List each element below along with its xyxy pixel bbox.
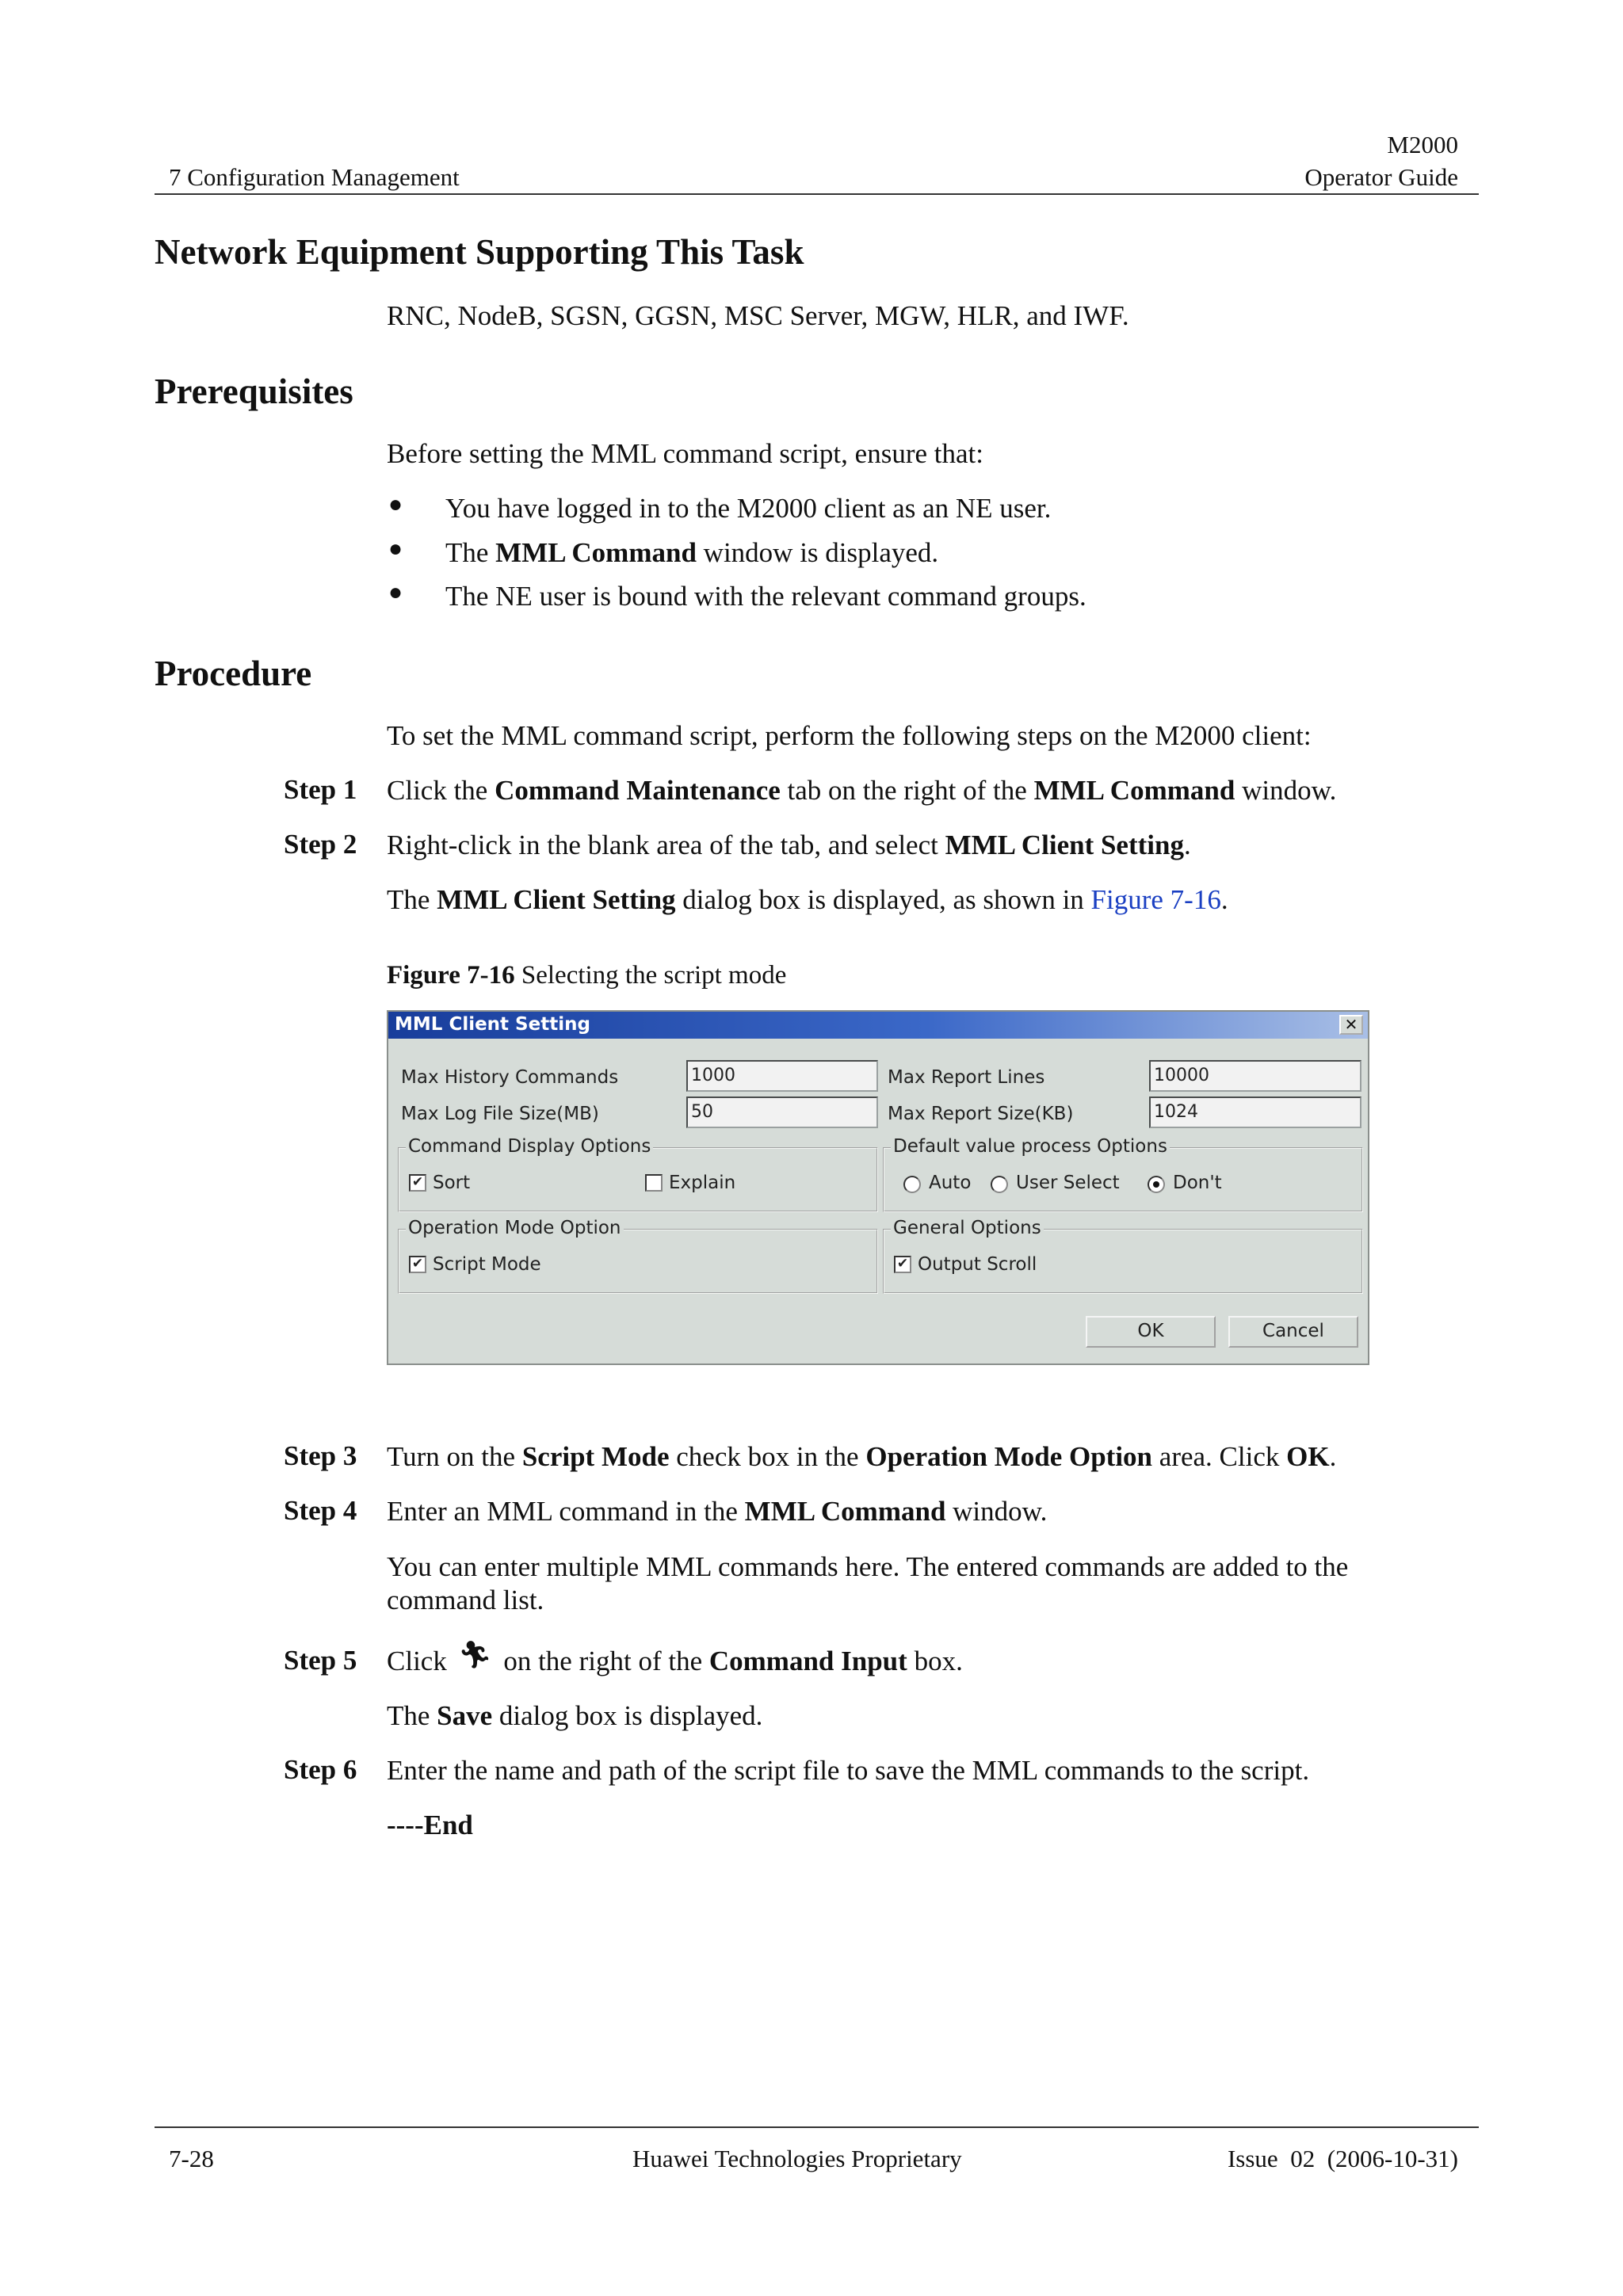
equipment-text: RNC, NodeB, SGSN, GGSN, MSC Server, MGW, HLR, and IWF. bbox=[387, 300, 1129, 331]
step-label: Step 1 bbox=[284, 774, 357, 805]
max-history-label: Max History Commands bbox=[401, 1067, 619, 1088]
cancel-button[interactable]: Cancel bbox=[1228, 1316, 1358, 1348]
script-mode-checkbox[interactable]: ✔ bbox=[409, 1256, 426, 1273]
explain-checkbox[interactable] bbox=[645, 1174, 663, 1192]
header-chapter: 7 Configuration Management bbox=[169, 163, 460, 191]
bullet-icon: ● bbox=[388, 491, 403, 517]
general-options-title: General Options bbox=[891, 1218, 1044, 1238]
run-script-icon: 🏃︎ bbox=[457, 1639, 493, 1671]
step-note: The Save dialog box is displayed. bbox=[387, 1700, 763, 1731]
user-select-label: User Select bbox=[1016, 1173, 1120, 1193]
close-icon[interactable]: ✕ bbox=[1339, 1015, 1363, 1035]
procedure-intro: To set the MML command script, perform the following steps on the M2000 client: bbox=[387, 720, 1312, 751]
max-report-size-label: Max Report Size(KB) bbox=[888, 1104, 1074, 1124]
sort-checkbox[interactable]: ✔ bbox=[409, 1174, 426, 1192]
auto-radio[interactable] bbox=[903, 1176, 921, 1193]
dialog-titlebar bbox=[388, 1012, 1368, 1039]
header-rule bbox=[155, 193, 1479, 195]
dont-radio[interactable] bbox=[1148, 1176, 1165, 1193]
prereq-bullet: You have logged in to the M2000 client as an NE user. bbox=[445, 493, 1052, 524]
command-display-group bbox=[398, 1136, 878, 1212]
step-label: Step 4 bbox=[284, 1495, 357, 1526]
max-report-size-input[interactable]: 1024 bbox=[1149, 1097, 1361, 1128]
max-log-label: Max Log File Size(MB) bbox=[401, 1104, 599, 1124]
output-scroll-checkbox[interactable]: ✔ bbox=[894, 1256, 911, 1273]
mml-client-setting-dialog bbox=[387, 1010, 1369, 1365]
general-options-group bbox=[883, 1218, 1363, 1294]
footer-issue: Issue 02 (2006-10-31) bbox=[1227, 2145, 1458, 2172]
section-prereq-title: Prerequisites bbox=[155, 372, 353, 411]
dont-label: Don't bbox=[1173, 1173, 1222, 1193]
max-history-input[interactable]: 1000 bbox=[686, 1060, 878, 1092]
step-text: Right-click in the blank area of the tab, and select MML Client Setting. bbox=[387, 830, 1191, 860]
sort-label: Sort bbox=[433, 1173, 471, 1193]
prereq-bullet: The NE user is bound with the relevant command groups. bbox=[445, 581, 1086, 612]
step-label: Step 6 bbox=[284, 1754, 357, 1785]
footer-center: Huawei Technologies Proprietary bbox=[632, 2145, 962, 2172]
header-doc: Operator Guide bbox=[1304, 163, 1458, 191]
operation-mode-title: Operation Mode Option bbox=[406, 1218, 624, 1238]
output-scroll-label: Output Scroll bbox=[918, 1254, 1037, 1275]
step-text: Enter the name and path of the script file to save the MML commands to the script. bbox=[387, 1755, 1310, 1786]
prereq-bullet: The MML Command window is displayed. bbox=[445, 537, 939, 568]
max-log-input[interactable]: 50 bbox=[686, 1097, 878, 1128]
section-equipment-title: Network Equipment Supporting This Task bbox=[155, 232, 804, 272]
step-label: Step 2 bbox=[284, 829, 357, 860]
section-procedure-title: Procedure bbox=[155, 654, 312, 693]
figure-caption: Figure 7-16 Selecting the script mode bbox=[387, 961, 787, 990]
max-report-lines-input[interactable]: 10000 bbox=[1149, 1060, 1361, 1092]
step-text: Click 🏃︎ on the right of the Command Input box. bbox=[387, 1639, 963, 1676]
step-note: You can enter multiple MML commands here. The entered commands are added to the command list. bbox=[387, 1551, 1349, 1615]
header-product: M2000 bbox=[1387, 131, 1458, 158]
explain-label: Explain bbox=[669, 1173, 736, 1193]
step-label: Step 3 bbox=[284, 1440, 357, 1471]
step-label: Step 5 bbox=[284, 1645, 357, 1676]
auto-label: Auto bbox=[929, 1173, 972, 1193]
step-text: Enter an MML command in the MML Command window. bbox=[387, 1496, 1048, 1527]
command-display-title: Command Display Options bbox=[406, 1136, 653, 1157]
ok-button[interactable]: OK bbox=[1086, 1316, 1216, 1348]
default-value-title: Default value process Options bbox=[891, 1136, 1170, 1157]
figure-link[interactable]: Figure 7-16 bbox=[1090, 884, 1221, 915]
footer-page: 7-28 bbox=[169, 2145, 214, 2172]
step-text: Turn on the Script Mode check box in the Operation Mode Option area. Click OK. bbox=[387, 1441, 1337, 1472]
default-value-group bbox=[883, 1136, 1363, 1212]
operation-mode-group bbox=[398, 1218, 878, 1294]
prereq-intro: Before setting the MML command script, ensure that: bbox=[387, 438, 983, 469]
user-select-radio[interactable] bbox=[991, 1176, 1008, 1193]
footer-rule bbox=[155, 2126, 1479, 2128]
script-mode-label: Script Mode bbox=[433, 1254, 541, 1275]
bullet-icon: ● bbox=[388, 579, 403, 605]
bullet-icon: ● bbox=[388, 536, 403, 562]
step-text: Click the Command Maintenance tab on the right of the MML Command window. bbox=[387, 775, 1337, 806]
max-report-lines-label: Max Report Lines bbox=[888, 1067, 1045, 1088]
end-marker: ----End bbox=[387, 1810, 473, 1840]
dialog-title: MML Client Setting bbox=[395, 1014, 590, 1035]
step-note: The MML Client Setting dialog box is displayed, as shown in Figure 7-16. bbox=[387, 884, 1228, 915]
